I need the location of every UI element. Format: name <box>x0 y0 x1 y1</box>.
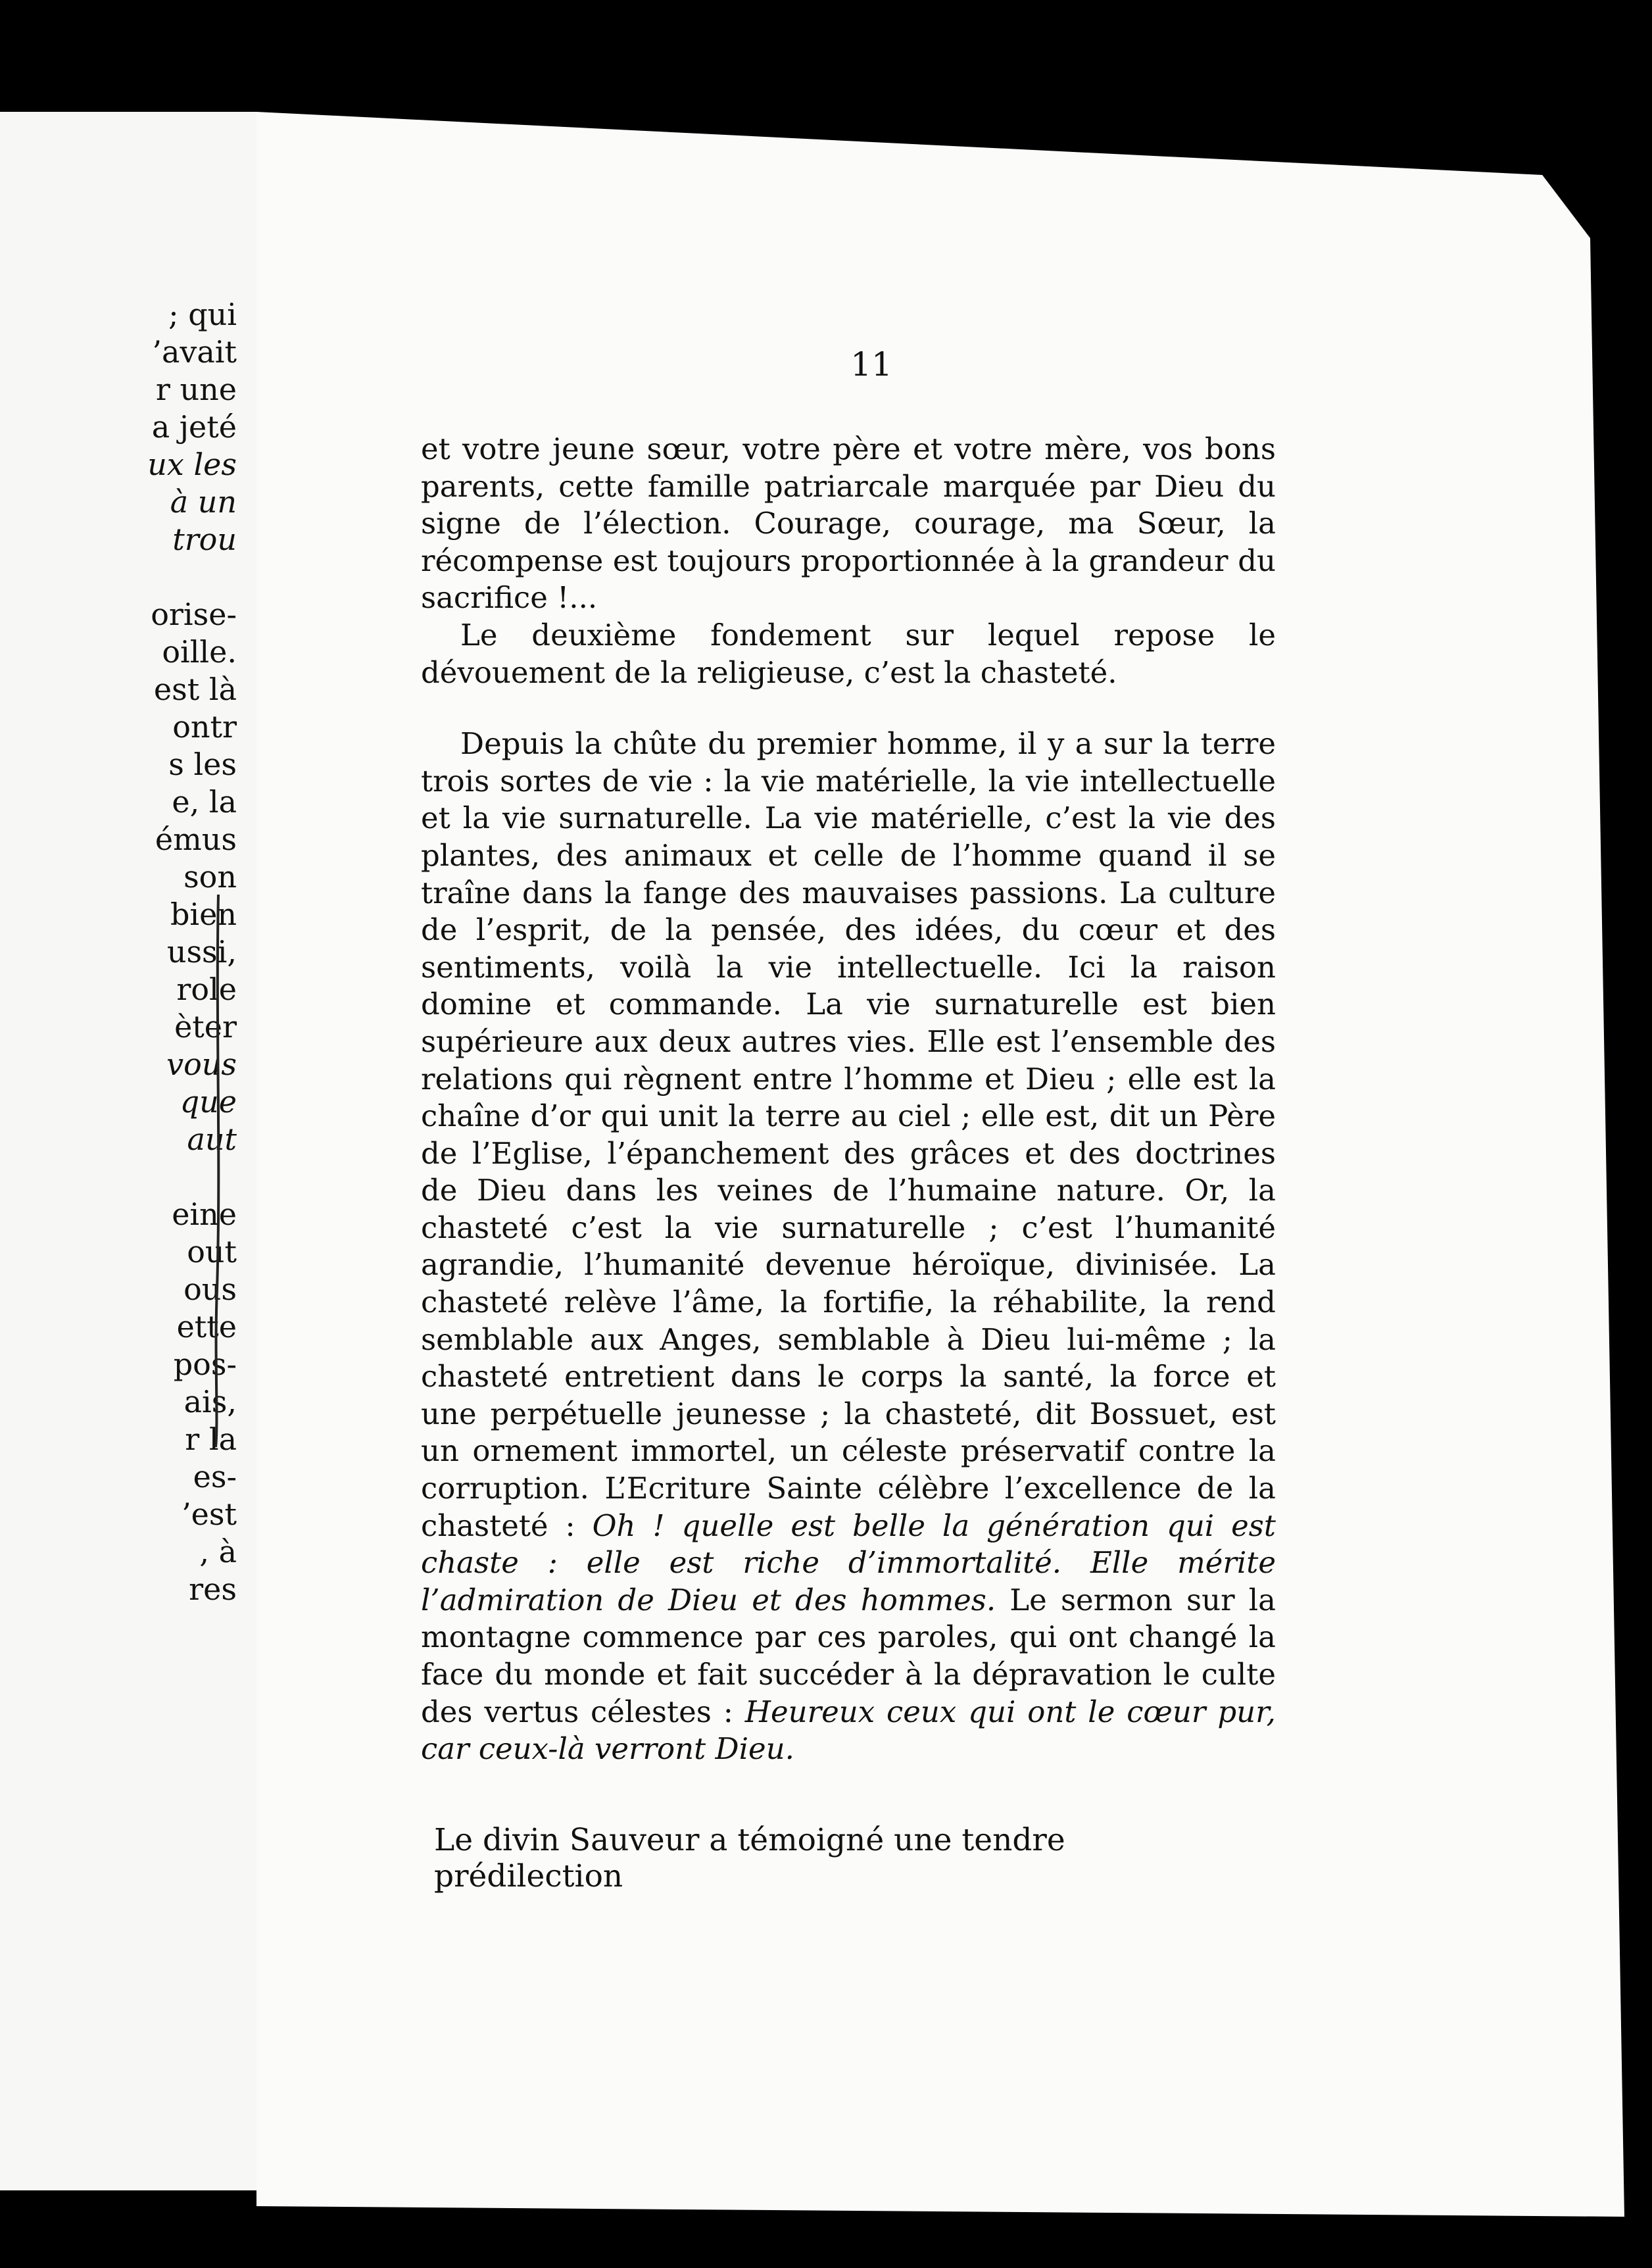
left-page-fragments <box>0 296 237 1608</box>
left-fragment-line: r la <box>185 1421 237 1457</box>
left-fragment-line: pos- <box>173 1346 237 1382</box>
left-fragment-line: ux les <box>147 447 237 482</box>
left-fragment-line: vous <box>166 1047 237 1082</box>
final-line: Le divin Sauveur a témoigné une tendre prédilection <box>434 1822 1065 1894</box>
left-fragment-line: res <box>189 1571 237 1607</box>
paragraph-3-quote-2: Heureux ceux qui ont le cœur pur, car ceux-là verront Dieu. <box>421 1694 1276 1767</box>
left-fragment-line: e, la <box>172 784 237 820</box>
paragraph-2: Le deuxième fondement sur lequel repose le dévouement de la religieuse, c’est la chasteté. <box>421 617 1276 690</box>
left-fragment-line: ; qui <box>168 297 237 332</box>
paragraph-3-quote-1: Oh ! quelle est belle la génération qui est chaste : elle est riche d’immortalité. Elle mérite l’admiration de Dieu et des hommes. <box>421 1508 1276 1617</box>
body-text <box>421 431 1276 1768</box>
page-gutter-line <box>210 895 226 1447</box>
left-fragment-line: ette <box>176 1309 237 1344</box>
paragraph-3-text-c: Le sermon sur la montagne commence par ces paroles, qui ont changé la face du monde et fait succéder à la dépravation le culte des vertus célestes : <box>421 1582 1276 1729</box>
left-fragment-line <box>0 558 237 596</box>
left-fragment-line: a jeté <box>151 409 237 445</box>
paragraph-1: et votre jeune sœur, votre père et votre mère, vos bons parents, cette famille patriarcale marquée par Dieu du signe de l’élection. Courage, courage, ma Sœur, la récompense est toujours proportionnée à la grandeur du sacrifice !... <box>421 431 1276 616</box>
page-number: 11 <box>850 345 892 383</box>
left-fragment-line: bien <box>170 897 237 932</box>
left-fragment-line: à un <box>170 484 237 520</box>
left-fragment-line: ussi, <box>166 934 237 970</box>
paragraph-3-text-a: Depuis la chûte du premier homme, il y a sur la terre trois sortes de vie : la vie matérielle, la vie intellectuelle et la vie surnaturelle. La vie matérielle, c’est la vie des plantes, des animaux et celle de l’homme quand il se traîne dans la fange des mauvaises passions. La culture de l’esprit, de la pensée, des idées, du cœur et des sentiments, voilà la vie intellectuelle. Ici la raison domine et commande. La vie surnaturelle est bien supérieure aux deux autres vies. Elle est l’ensemble des relations qui règnent entre l’homme et Dieu ; elle est la chaîne d’or qui unit la terre au ciel ; elle est, dit un Père de l’Eglise, l’épanchement des grâces et des doctrines de Dieu dans les veines de l’humaine nature. Or, la chasteté c’est la vie surnaturelle ; c’est l’humanité agrandie, l’humanité devenue héroïque, divinisée. La chasteté relève l’âme, la fortifie, la réhabilite, la rend semblable aux Anges, semblable à Dieu lui-même ; la chasteté entretient dans le corps la santé, la force et une perpétuelle jeunesse ; la chasteté, dit Bossuet, est un ornement immortel, un céleste préservatif contre la corruption. L’Ecriture Sainte célèbre l’excellence de la chasteté : <box>421 726 1276 1543</box>
left-fragment-line: s les <box>168 747 237 782</box>
left-fragment-line: ontr <box>172 709 237 745</box>
left-fragment-line: out <box>187 1234 237 1270</box>
left-fragment-line: émus <box>155 822 237 857</box>
left-fragment-line: son <box>183 859 237 895</box>
left-fragment-line: , à <box>199 1534 237 1569</box>
left-fragment-line: oille. <box>162 634 237 670</box>
left-fragment-line: role <box>176 972 237 1007</box>
left-fragment-line <box>0 1158 237 1196</box>
left-fragment-line: es- <box>193 1459 237 1494</box>
left-fragment-line: que <box>180 1084 237 1120</box>
paragraph-3 <box>421 726 1276 1768</box>
left-fragment-line: aut <box>187 1122 237 1157</box>
left-fragment-line: ais, <box>183 1384 237 1419</box>
left-fragment-line: est là <box>153 672 237 707</box>
left-fragment-line: orise- <box>151 597 237 632</box>
left-fragment-line: ous <box>183 1271 237 1307</box>
left-fragment-line: trou <box>172 522 237 557</box>
left-fragment-line: ’avait <box>152 334 237 370</box>
left-fragment-line: ’est <box>182 1496 237 1532</box>
left-fragment-line: èter <box>174 1009 237 1045</box>
left-fragment-line: eine <box>172 1196 237 1232</box>
left-fragment-line: r une <box>155 372 237 407</box>
